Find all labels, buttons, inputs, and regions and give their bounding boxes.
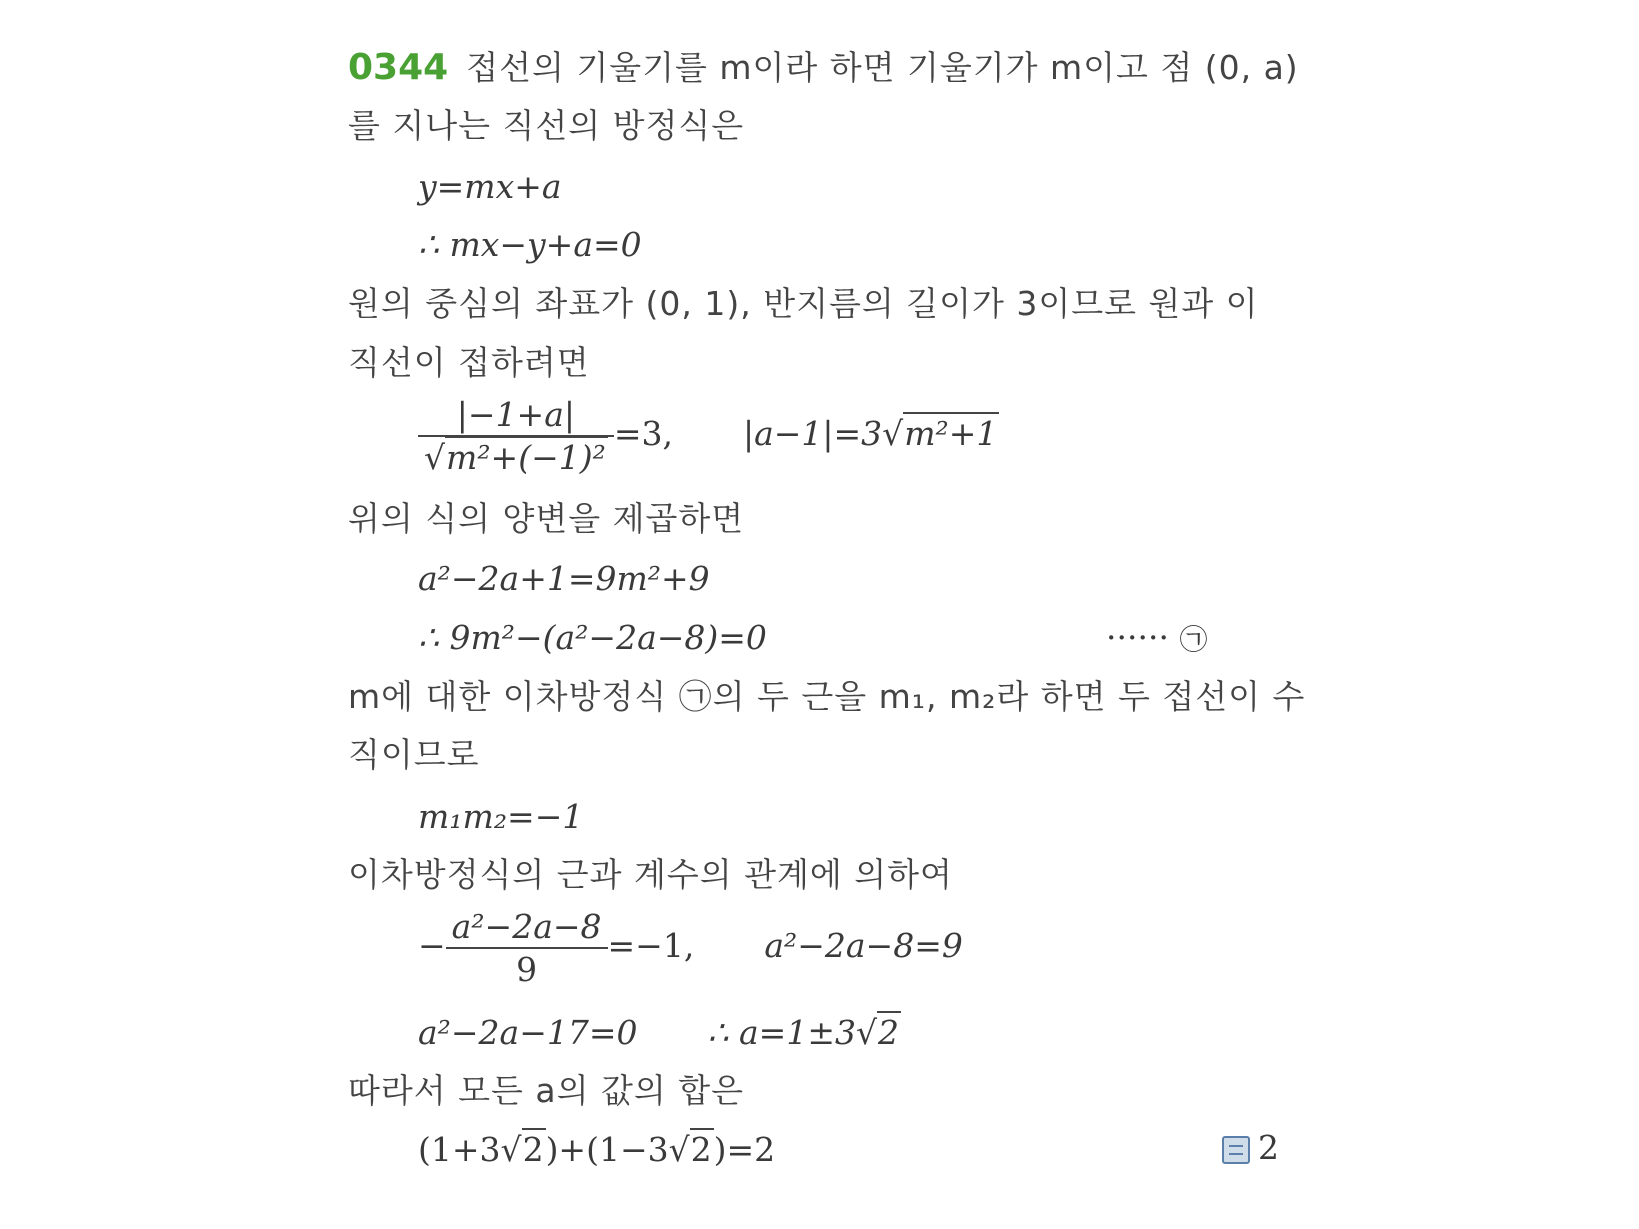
eq9-part-3: )=2 bbox=[713, 1130, 776, 1169]
text-line-5: 위의 식의 양변을 제곱하면 bbox=[348, 499, 745, 538]
text-line-7: 직이므로 bbox=[348, 735, 480, 774]
equation-3-rhs: =3, bbox=[613, 414, 673, 453]
sqrt-symbol: √ bbox=[668, 1130, 690, 1169]
equation-7-rhs: =−1, bbox=[607, 926, 695, 965]
text-line-4: 직선이 접하려면 bbox=[348, 343, 590, 382]
circled-giyeok-marker: ㉠ bbox=[1179, 623, 1208, 656]
equation-7 bbox=[418, 907, 963, 989]
sqrt-symbol: √ bbox=[500, 1130, 522, 1169]
text-line-1 bbox=[348, 47, 1299, 88]
sqrt-symbol: √ bbox=[882, 414, 904, 453]
sqrt-radicand: 2 bbox=[878, 1013, 899, 1052]
text-line-6: m에 대한 이차방정식 ㉠의 두 근을 m₁, m₂라 하면 두 접선이 수 bbox=[348, 677, 1306, 716]
sqrt-symbol: √ bbox=[855, 1013, 877, 1052]
equation-1: y=mx+a bbox=[418, 167, 562, 206]
equation-9 bbox=[418, 1130, 776, 1169]
equation-5-label bbox=[1106, 618, 1208, 657]
eq9-part-1: (1+3 bbox=[418, 1130, 501, 1169]
text-line-2: 를 지나는 직선의 방정식은 bbox=[348, 106, 745, 145]
sqrt-radicand: m²+1 bbox=[904, 414, 998, 453]
sqrt-radicand: 2 bbox=[690, 1130, 712, 1169]
answer-badge-icon bbox=[1222, 1136, 1250, 1164]
equation-8-right: ∴ a=1±3 bbox=[707, 1013, 856, 1052]
fraction-denominator bbox=[418, 437, 614, 477]
sqrt-symbol: √ bbox=[424, 438, 446, 477]
equation-5: ∴ 9m²−(a²−2a−8)=0 bbox=[418, 618, 767, 657]
minus-sign: − bbox=[418, 926, 446, 965]
sqrt-radicand: 2 bbox=[522, 1130, 544, 1169]
equation-7-right: a²−2a−8=9 bbox=[764, 926, 963, 965]
text-line-9: 따라서 모든 a의 값의 합은 bbox=[348, 1071, 744, 1110]
answer-value: 2 bbox=[1258, 1128, 1279, 1167]
answer bbox=[1222, 1128, 1279, 1167]
text-line-3: 원의 중심의 좌표가 (0, 1), 반지름의 길이가 3이므로 원과 이 bbox=[348, 284, 1259, 323]
equation-3-right-lhs: |a−1|=3 bbox=[742, 414, 883, 453]
eq9-part-2: )+(1−3 bbox=[545, 1130, 669, 1169]
distance-fraction bbox=[418, 395, 614, 477]
equation-8 bbox=[418, 1013, 901, 1052]
leader-dots: ······ bbox=[1106, 618, 1169, 657]
fraction-numerator: a²−2a−8 bbox=[446, 910, 608, 949]
line1-text: 접선의 기울기를 m이라 하면 기울기가 m이고 점 (0, a) bbox=[466, 48, 1299, 87]
fraction-denominator: 9 bbox=[516, 950, 538, 989]
problem-number: 0344 bbox=[348, 47, 449, 88]
vieta-fraction bbox=[446, 907, 608, 989]
fraction-numerator: |−1+a| bbox=[418, 398, 614, 437]
sqrt-radicand: m²+(−1)² bbox=[446, 438, 606, 477]
equation-6: m₁m₂=−1 bbox=[418, 797, 584, 836]
text-line-8: 이차방정식의 근과 계수의 관계에 의하여 bbox=[348, 855, 953, 894]
equation-4: a²−2a+1=9m²+9 bbox=[418, 559, 710, 598]
equation-8-left: a²−2a−17=0 bbox=[418, 1013, 638, 1052]
equation-2: ∴ mx−y+a=0 bbox=[418, 225, 642, 264]
equation-3 bbox=[418, 395, 999, 477]
